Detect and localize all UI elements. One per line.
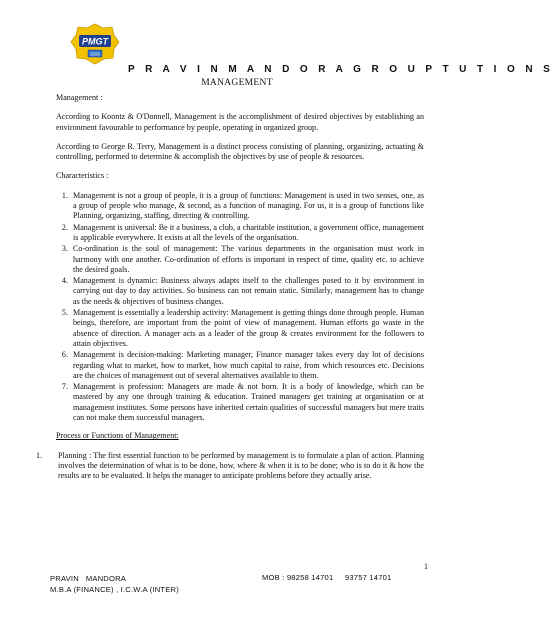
pmgt-logo <box>70 22 120 66</box>
footer-mobile: MOB : 98258 14701 93757 14701 <box>262 573 392 582</box>
process-heading: Process or Functions of Management: <box>56 431 179 441</box>
list-item: 3. Co-ordination is the soul of management: The various departments in the organisation must work in harmony with one another. Co-ordination of efforts is important in respect of time, quality etc. to achieve the desired goals. <box>70 244 424 275</box>
brand-name: P R A V I N M A N D O R A G R O U P T U T I O N S <box>128 64 554 75</box>
process-item-text: Planning : The first essential function to be performed by management is to formulate a plan of action. Planning involves the determination of what is to be done, how, where & when it is to be done; who is to do it & how the results are to be evaluated. It helps the manager to anticipate problems before they actually arise. <box>58 450 424 481</box>
management-label: Management : <box>56 93 103 102</box>
process-item <box>36 451 424 482</box>
characteristics-heading: Characteristics : <box>56 171 109 181</box>
list-item: 6. Management is decision-making: Marketing manager, Finance manager takes every day lot of decisions regarding what to market, how to market, how much capital to raise, from which resources etc. Decisions are the choices of management out of several alternatives available to them. <box>70 350 424 381</box>
footer-author <box>50 573 179 595</box>
logo-text: PMGT <box>82 36 108 47</box>
list-item: 5. Management is essentially a leadership activity: Management is getting things done through people. Human beings, therefore, are important from the point of view of management. Human efforts go waste in the absence of direction. A manager acts as a leader of the group & creates environment for the followers to attain objectives. <box>70 308 424 349</box>
page-number: 1 <box>424 562 428 571</box>
list-item: 1. Management is not a group of people, it is a group of functions: Management is used in two senses, one, as a group of people who manage, & second, as a function of managing. For us, it is a group of functions like Planning, organizing, staffing, directing & controlling. <box>70 191 424 222</box>
terry-definition: According to George R. Terry, Management is a distinct process consisting of planning, organizing, actuating & controlling, performed to determine & accomplish the objectives by use of people & resources. <box>56 141 424 162</box>
list-item: 7. Management is profession: Managers are made & not born. It is a body of knowledge, which can be mastered by any one through training & education. Trained managers get training at organisation or at management institutes. Some persons have inherited certain qualities of successful managers but mere traits can not make them successful managers. <box>70 382 424 423</box>
process-item-number: 1. <box>36 450 43 460</box>
footer-qualifications: M.B.A (FINANCE) , I.C.W.A (INTER) <box>50 585 179 594</box>
list-item: 2. Management is universal: Be it a business, a club, a charitable institution, a government office, management is applicable everywhere. It exists at all the levels of the organisation. <box>70 223 424 244</box>
page-title: MANAGEMENT <box>201 78 273 88</box>
document-body <box>36 93 424 482</box>
footer-name: PRAVIN MANDORA <box>50 574 127 583</box>
koontz-definition: According to Koontz & O'Donnell, Management is the accomplishment of desired objectives by establishing an environment favourable to performance by people, operating in organized group. <box>56 112 424 132</box>
list-item: 4. Management is dynamic: Business always adapts itself to the challenges posed to it by environment in carrying out day to day activities. So business can not remain static. Similarly, management has to change as the needs & objectives of business changes. <box>70 276 424 307</box>
characteristics-list <box>56 191 424 424</box>
